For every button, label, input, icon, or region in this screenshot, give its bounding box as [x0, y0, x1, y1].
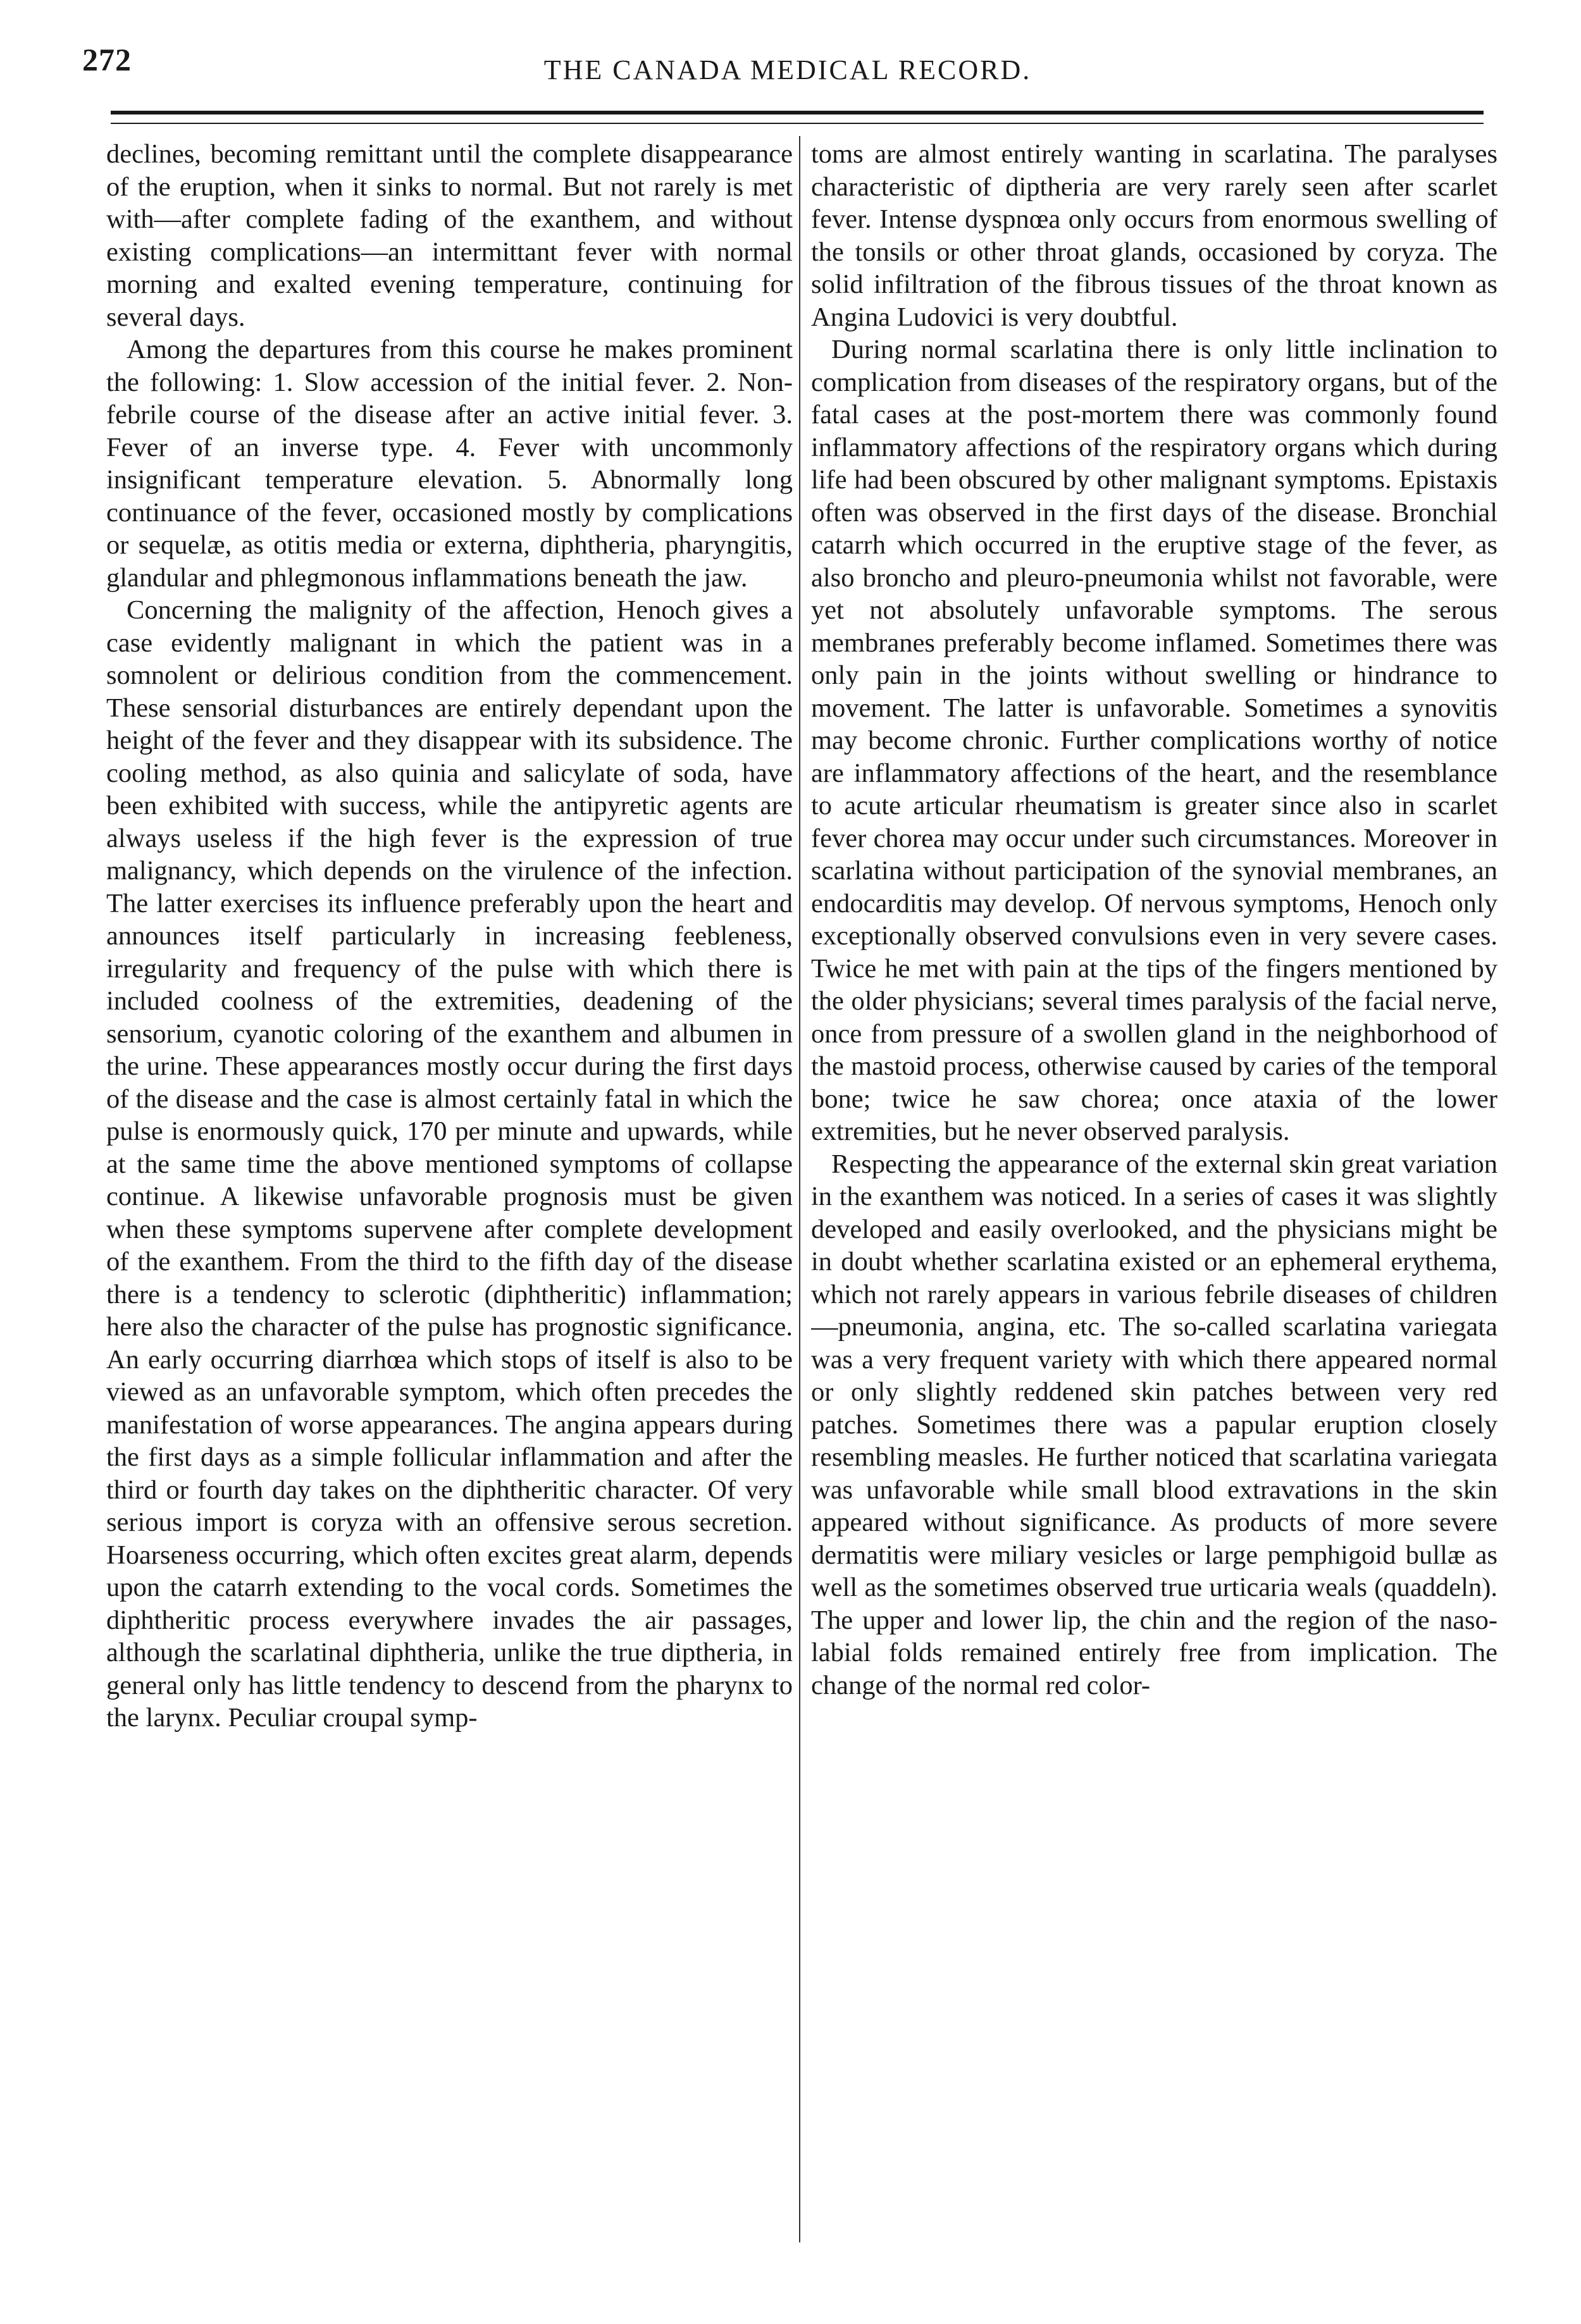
journal-title: THE CANADA MEDICAL RECORD. — [543, 54, 1032, 85]
header-rule-thin — [111, 123, 1484, 124]
paragraph: Respecting the appearance of the external skin great variation in the exanthem was noticed. In a series of cases it was slightly developed and easily overlooked, and the physicians might be in doubt whether scarlatina existed or an ephemeral erythema, which not rarely appears in various febrile diseases of children—pneumonia, angina, etc. The so-called scarlatina variegata was a very frequent variety with which there appeared normal or only slightly reddened skin patches between very red patches. Sometimes there was a papular eruption closely resembling measles. He further noticed that scarlatina variegata was unfavorable while small blood extravations in the skin appeared without significance. As products of more severe dermatitis were miliary vesicles or large pemphigoid bullæ as well as the sometimes observed true urticaria weals (quaddeln). The upper and lower lip, the chin and the region of the naso-labial folds remained entirely free from implication. The change of the normal red color- — [811, 1149, 1497, 1700]
page-header — [82, 35, 1493, 104]
left-column — [106, 138, 793, 2251]
paragraph: declines, becoming remittant until the complete disappearance of the eruption, when it sinks to normal. But not rarely is met with—after complete fading of the exanthem, and without existing complications—an intermittant fever with normal morning and exalted evening temperature, continuing for several days. — [106, 139, 793, 332]
paragraph: toms are almost entirely wanting in scarlatina. The paralyses characteristic of diptheria are very rarely seen after scarlet fever. Intense dyspnœa only occurs from enormous swelling of the tonsils or other throat glands, occasioned by coryza. The solid infiltration of the fibrous tissues of the throat known as Angina Ludovici is very doubtful. — [811, 139, 1497, 332]
right-column — [811, 138, 1497, 2251]
paragraph: Concerning the malignity of the affection, Henoch gives a case evidently malignant in which the patient was in a somnolent or delirious condition from the commencement. These sensorial disturbances are entirely dependant upon the height of the fever and they disappear with its subsidence. The cooling method, as also quinia and salicylate of soda, have been exhibited with success, while the antipyretic agents are always useless if the high fever is the expression of true malignancy, which depends on the virulence of the infection. The latter exercises its influence preferably upon the heart and announces itself particularly in increasing feebleness, irregularity and frequency of the pulse with which there is included coolness of the extremities, deadening of the sensorium, cyanotic coloring of the exanthem and albumen in the urine. These appearances mostly occur during the first days of the disease and the case is almost certainly fatal in which the pulse is enormously quick, 170 per minute and upwards, while at the same time the above mentioned symptoms of collapse continue. A likewise unfavorable prognosis must be given when these symptoms supervene after complete development of the exanthem. From the third to the fifth day of the disease there is a tendency to sclerotic (diphtheritic) inflammation; here also the character of the pulse has prognostic significance. An early occurring diarrhœa which stops of itself is also to be viewed as an unfavorable symptom, which often precedes the manifestation of worse appearances. The angina appears during the first days as a simple follicular inflammation and after the third or fourth day takes on the diphtheritic character. Of very serious import is coryza with an offensive serous secretion. Hoarseness occurring, which often excites great alarm, depends upon the catarrh extending to the vocal cords. Sometimes the diphtheritic process everywhere invades the air passages, although the scarlatinal diphtheria, unlike the true diptheria, in general only has little tendency to descend from the pharynx to the larynx. Peculiar croupal symp- — [106, 595, 793, 1733]
page-number: 272 — [82, 42, 132, 77]
header-rule-thick — [111, 111, 1484, 114]
paragraph: During normal scarlatina there is only little inclination to complication from diseases of the respiratory organs, but of the fatal cases at the post-mortem there was commonly found inflammatory affections of the respiratory organs which during life had been obscured by other malignant symptoms. Epistaxis often was observed in the first days of the disease. Bronchial catarrh which occurred in the eruptive stage of the fever, as also broncho and pleuro-pneumonia whilst not favorable, were yet not absolutely unfavorable symptoms. The serous membranes preferably become inflamed. Sometimes there was only pain in the joints without swelling or hindrance to movement. The latter is unfavorable. Sometimes a synovitis may become chronic. Further complications worthy of notice are inflammatory affections of the heart, and the resemblance to acute articular rheumatism is greater since also in scarlet fever chorea may occur under such circumstances. Moreover in scarlatina without participation of the synovial membranes, an endocarditis may develop. Of nervous symptoms, Henoch only exceptionally observed convulsions even in very severe cases. Twice he met with pain at the tips of the fingers mentioned by the older physicians; several times paralysis of the facial nerve, once from pressure of a swollen gland in the neighborhood of the mastoid process, otherwise caused by caries of the temporal bone; twice he saw chorea; once ataxia of the lower extremities, but he never observed paralysis. — [811, 335, 1497, 1146]
paragraph: Among the departures from this course he makes prominent the following: 1. Slow accession of the initial fever. 2. Non-febrile course of the disease after an active initial fever. 3. Fever of an inverse type. 4. Fever with uncommonly insignificant temperature elevation. 5. Abnormally long continuance of the fever, occasioned mostly by complications or sequelæ, as otitis media or externa, diphtheria, pharyngitis, glandular and phlegmonous inflammations beneath the jaw. — [106, 335, 793, 593]
column-divider — [799, 136, 800, 2242]
